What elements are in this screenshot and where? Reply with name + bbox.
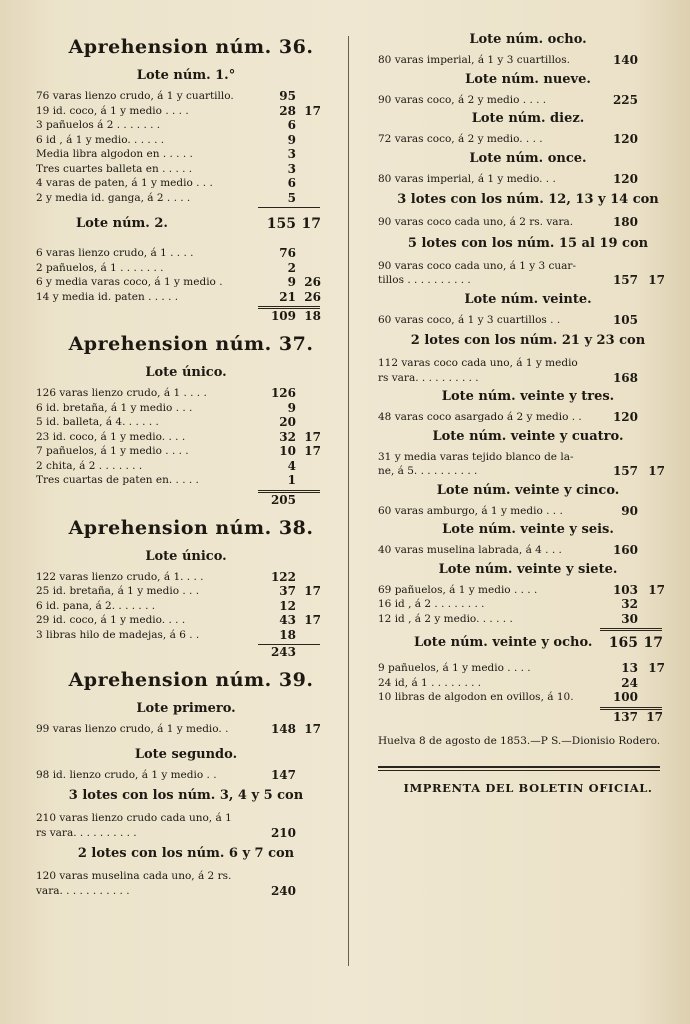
list-item: 12 id , á 2 y medio. . . . . . 30 [378, 611, 638, 626]
lote-total: Lote núm. 2. 155 17 [76, 216, 321, 232]
signature-line: Huelva 8 de agosto de 1853.—P S.—Dionisio Rodero. [378, 734, 661, 747]
list-item: 122 varas lienzo crudo, á 1. . . . 122 [36, 569, 296, 584]
list-item: rs vara. . . . . . . . . . 210 [36, 825, 296, 840]
list-item: 24 id, á 1 . . . . . . . . 24 [378, 675, 638, 690]
list-item: 16 id , á 2 . . . . . . . . 32 [378, 597, 638, 611]
item-list-lote-1 [36, 89, 336, 205]
list-item: vara. . . . . . . . . . . 240 [36, 883, 296, 898]
lote-heading: Lote núm. veinte y tres. [441, 389, 615, 404]
item-list-a37 [36, 386, 336, 488]
lotes-heading: 2 lotes con los núm. 21 y 23 con [410, 333, 646, 348]
list-item: 60 varas coco, á 1 y 3 cuartillos . . 105 [378, 312, 638, 327]
heading-aprehension-38: Aprehension núm. 38. [68, 516, 314, 539]
list-item: 98 id. lienzo crudo, á 1 y medio . . 147 [36, 767, 296, 782]
lote-heading: Lote núm. ocho. [469, 32, 587, 47]
list-item: 120 varas muselina cada uno, á 2 rs. [36, 870, 232, 882]
list-item: 2 chita, á 2 . . . . . . . 4 [36, 458, 296, 473]
lote-heading: Lote único. [145, 548, 227, 564]
lote-heading: Lote núm. veinte y cuatro. [432, 428, 624, 444]
divider [378, 766, 660, 768]
list-item: Tres cuartes balleta en . . . . . 3 [36, 161, 296, 176]
list-item: 5 id. balleta, á 4. . . . . . 20 [36, 415, 296, 429]
list-item: 19 id. coco, á 1 y medio . . . . 28 17 [36, 103, 321, 118]
sum-rule [258, 207, 320, 208]
aprehension-total: 137 17 [612, 709, 663, 724]
list-item: 80 varas imperial, á 1 y 3 cuartillos. 140 [378, 53, 638, 67]
lotes-heading: 3 lotes con los núm. 3, 4 y 5 con [68, 788, 304, 803]
lote-heading: Lote núm. veinte. [464, 291, 592, 307]
list-item: 31 y media varas tejido blanco de la- [378, 450, 574, 463]
lote-heading: Lote único. [145, 365, 227, 380]
lote-total: Lote núm. veinte y ocho. 165 17 [414, 635, 663, 651]
heading-aprehension-37: Aprehension núm. 37. [68, 333, 314, 355]
lote-heading: Lote segundo. [134, 746, 238, 762]
list-item: 6 id , á 1 y medio. . . . . . 9 [36, 132, 296, 147]
lote-heading: Lote núm. once. [469, 150, 587, 166]
aprehension-total: 109 18 [270, 309, 321, 323]
lote-heading: Lote núm. veinte y seis. [442, 522, 614, 537]
lote-heading: Lote núm. nueve. [465, 71, 591, 87]
list-item: 23 id. coco, á 1 y medio. . . . 32 17 [36, 429, 321, 444]
list-item: 9 pañuelos, á 1 y medio . . . . 13 17 [378, 661, 665, 675]
lotes-heading: 5 lotes con los núm. 15 al 19 con [407, 235, 649, 251]
list-item: 25 id. bretaña, á 1 y medio . . . 37 17 [36, 584, 321, 598]
sum-rule [600, 628, 662, 631]
list-item: 6 id. pana, á 2. . . . . . . 12 [36, 598, 296, 613]
list-item: 90 varas coco cada uno, á 2 rs. vara. 180 [378, 215, 638, 229]
list-item: 40 varas muselina labrada, á 4 . . . 160 [378, 543, 638, 557]
aprehension-total: 243 [270, 645, 296, 659]
item-list-lote-2 [36, 246, 336, 304]
list-item: 6 varas lienzo crudo, á 1 . . . . 76 [36, 246, 296, 260]
lotes-heading: 2 lotes con los núm. 6 y 7 con [77, 846, 295, 861]
list-item: 90 varas coco cada uno, á 1 y 3 cuar- [378, 259, 576, 272]
list-item: Tres cuartas de paten en. . . . . 1 [36, 473, 296, 487]
list-item: 99 varas lienzo crudo, á 1 y medio. . 148 17 [36, 722, 321, 736]
list-item: 7 pañuelos, á 1 y medio . . . . 10 17 [36, 444, 321, 458]
column-divider [348, 36, 349, 966]
lote-heading: Lote primero. [136, 701, 236, 716]
list-item: 3 pañuelos á 2 . . . . . . . 6 [36, 118, 296, 132]
lote-heading: Lote núm. 1.° [136, 68, 236, 83]
heading-aprehension-36: Aprehension núm. 36. [68, 36, 314, 58]
list-item: ne, á 5. . . . . . . . . . 157 17 [378, 464, 665, 478]
list-item: 2 y media id. ganga, á 2 . . . . 5 [36, 190, 296, 205]
list-item: 126 varas lienzo crudo, á 1 . . . . 126 [36, 386, 296, 400]
list-item: 29 id. coco, á 1 y medio. . . . 43 17 [36, 613, 321, 627]
list-item: 48 varas coco asargado á 2 y medio . . 120 [378, 410, 638, 424]
printer-imprint: IMPRENTA DEL BOLETIN OFICIAL. [403, 780, 653, 795]
list-item: 4 varas de paten, á 1 y medio . . . 6 [36, 176, 296, 190]
list-item: 6 id. bretaña, á 1 y medio . . . 9 [36, 400, 296, 415]
lote-heading: Lote núm. diez. [471, 111, 585, 126]
list-item: 210 varas lienzo crudo cada uno, á 1 [36, 812, 232, 824]
list-item: Media libra algodon en . . . . . 3 [36, 147, 296, 161]
aprehension-total: 205 [270, 492, 296, 507]
list-item: 6 y media varas coco, á 1 y medio . 9 26 [36, 275, 321, 289]
heading-aprehension-39: Aprehension núm. 39. [68, 669, 314, 691]
item-list-a38 [36, 570, 336, 643]
list-item: 72 varas coco, á 2 y medio. . . . 120 [378, 132, 638, 146]
list-item: rs vara. . . . . . . . . . 168 [378, 370, 638, 385]
lotes-heading: 3 lotes con los núm. 12, 13 y 14 con [397, 192, 659, 207]
list-item: 2 pañuelos, á 1 . . . . . . . 2 [36, 260, 296, 275]
list-item: 3 libras hilo de madejas, á 6 . . 18 [36, 627, 296, 642]
divider [378, 770, 660, 771]
list-item: 80 varas imperial, á 1 y medio. . . 120 [378, 171, 638, 186]
list-item: 14 y media id. paten . . . . . 21 26 [36, 289, 321, 304]
right-column [378, 28, 678, 795]
lote-heading: Lote núm. veinte y cinco. [436, 482, 620, 498]
list-item: tillos . . . . . . . . . . 157 17 [378, 273, 665, 287]
list-item: 90 varas coco, á 2 y medio . . . . 225 [378, 92, 638, 107]
lote-heading: Lote núm. veinte y siete. [438, 561, 618, 577]
list-item: 112 varas coco cada uno, á 1 y medio [378, 357, 578, 369]
list-item: 60 varas amburgo, á 1 y medio . . . 90 [378, 503, 638, 518]
list-item: 69 pañuelos, á 1 y medio . . . . 103 17 [378, 582, 665, 597]
list-item: 76 varas lienzo crudo, á 1 y cuartillo. 95 [36, 89, 296, 103]
left-column [36, 28, 336, 898]
list-item: 10 libras de algodon en ovillos, á 10. 100 [378, 690, 638, 704]
